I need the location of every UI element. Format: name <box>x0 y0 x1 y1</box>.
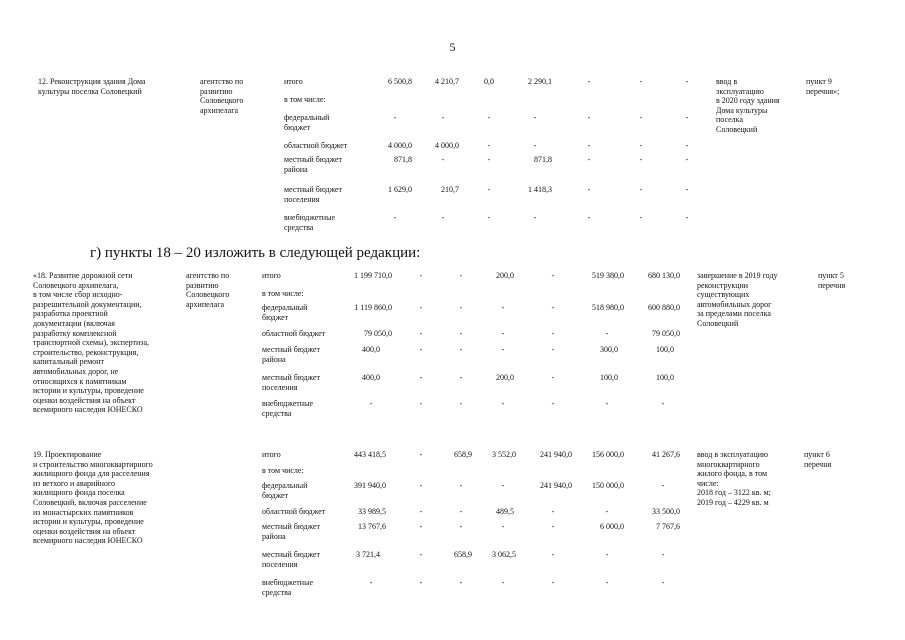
cell-value: - <box>459 329 463 338</box>
cell-value: - <box>487 141 491 150</box>
cell-value: - <box>587 155 591 164</box>
cell-value: 79 050,0 <box>652 329 680 338</box>
cell-value: - <box>419 507 423 516</box>
row-label: местный бюджет района <box>284 155 342 174</box>
row-label: федеральный бюджет <box>262 303 308 322</box>
cell-value: - <box>587 77 591 86</box>
cell-value: 1 199 710,0 <box>354 271 392 280</box>
cell-value: - <box>639 141 643 150</box>
cell-value: - <box>501 399 505 408</box>
cell-value: - <box>533 141 537 150</box>
cell-value: - <box>685 185 689 194</box>
cell-value: - <box>605 399 609 408</box>
cell-value: - <box>587 213 591 222</box>
cell-value: - <box>369 399 373 408</box>
cell-value: - <box>661 399 665 408</box>
cell-value: - <box>501 303 505 312</box>
cell-value: - <box>419 345 423 354</box>
block-1-executor: агентство по развитию Соловецкого архипелага <box>200 77 244 115</box>
row-label: в том числе: <box>262 466 304 475</box>
cell-value: - <box>551 522 555 531</box>
row-label: местный бюджет поселения <box>262 550 320 569</box>
cell-value: - <box>459 345 463 354</box>
cell-value: - <box>551 578 555 587</box>
cell-value: 2 290,1 <box>528 77 552 86</box>
cell-value: 100,0 <box>656 345 674 354</box>
cell-value: - <box>661 550 665 559</box>
cell-value: 400,0 <box>362 373 380 382</box>
cell-value: - <box>605 329 609 338</box>
cell-value: - <box>685 213 689 222</box>
cell-value: 200,0 <box>496 271 514 280</box>
cell-value: - <box>661 578 665 587</box>
cell-value: 3 552,0 <box>492 450 516 459</box>
cell-value: 156 000,0 <box>592 450 624 459</box>
cell-value: - <box>533 113 537 122</box>
cell-value: - <box>487 113 491 122</box>
block-2-executor: агентство по развитию Соловецкого архипелага <box>186 271 230 309</box>
cell-value: - <box>419 578 423 587</box>
row-label: местный бюджет района <box>262 345 320 364</box>
cell-value: - <box>639 77 643 86</box>
cell-value: - <box>501 522 505 531</box>
cell-value: 13 767,6 <box>358 522 386 531</box>
cell-value: - <box>459 303 463 312</box>
row-label: местный бюджет района <box>262 522 320 541</box>
cell-value: - <box>441 213 445 222</box>
cell-value: 210,7 <box>441 185 459 194</box>
page-number: 5 <box>449 40 456 54</box>
cell-value: 33 989,5 <box>358 507 386 516</box>
cell-value: - <box>393 213 397 222</box>
row-label: итого <box>284 77 303 86</box>
cell-value: - <box>551 271 555 280</box>
block-3-result: ввод в эксплуатацию многоквартирного жилого фонда, в том числе: 2018 год – 3122 кв. м; 2019 год – 4229 кв. м <box>697 450 771 507</box>
cell-value: - <box>605 507 609 516</box>
cell-value: - <box>459 271 463 280</box>
cell-value: - <box>639 185 643 194</box>
cell-value: 1 629,0 <box>388 185 412 194</box>
cell-value: 41 267,6 <box>652 450 680 459</box>
block-2-title: «18. Развитие дорожной сети Соловецкого архипелага, в том числе сбор исходно- разрешительной документации, разработка проектной документации (включая разработку комплексной транспортной схемы), экспертиза, строительство, реконструкция, капитальный ремонт автомобильных дорог, не относящихся к памятникам истории и культуры, проведение оценки воздействия на объект всемирного наследия ЮНЕСКО <box>33 271 149 415</box>
cell-value: 3 721,4 <box>356 550 380 559</box>
cell-value: 3 062,5 <box>492 550 516 559</box>
cell-value: 7 767,6 <box>656 522 680 531</box>
cell-value: 391 940,0 <box>354 481 386 490</box>
cell-value: 100,0 <box>600 373 618 382</box>
row-label: в том числе: <box>262 289 304 298</box>
cell-value: 4 000,0 <box>435 141 459 150</box>
block-1-result: ввод в эксплуатацию в 2020 году здания Дома культуры поселка Соловецкий <box>716 77 780 134</box>
cell-value: - <box>551 373 555 382</box>
cell-value: - <box>685 77 689 86</box>
cell-value: - <box>551 399 555 408</box>
cell-value: - <box>419 303 423 312</box>
cell-value: - <box>551 550 555 559</box>
cell-value: - <box>459 507 463 516</box>
cell-value: 100,0 <box>656 373 674 382</box>
cell-value: - <box>419 329 423 338</box>
row-label: в том числе: <box>284 95 326 104</box>
cell-value: - <box>551 303 555 312</box>
cell-value: - <box>369 578 373 587</box>
cell-value: 200,0 <box>496 373 514 382</box>
cell-value: 658,9 <box>454 450 472 459</box>
cell-value: 658,9 <box>454 550 472 559</box>
cell-value: - <box>419 399 423 408</box>
row-label: местный бюджет поселения <box>284 185 342 204</box>
cell-value: - <box>419 522 423 531</box>
cell-value: - <box>533 213 537 222</box>
cell-value: - <box>551 329 555 338</box>
row-label: местный бюджет поселения <box>262 373 320 392</box>
cell-value: - <box>685 155 689 164</box>
cell-value: - <box>501 345 505 354</box>
cell-value: 79 050,0 <box>364 329 392 338</box>
block-1-title: 12. Реконструкция здания Дома культуры поселка Соловецкий <box>38 77 146 96</box>
row-label: внебюджетные средства <box>284 213 335 232</box>
cell-value: 518 980,0 <box>592 303 624 312</box>
row-label: федеральный бюджет <box>262 481 308 500</box>
row-label: областной бюджет <box>284 141 348 150</box>
cell-value: 6 000,0 <box>600 522 624 531</box>
cell-value: - <box>605 578 609 587</box>
cell-value: - <box>639 213 643 222</box>
cell-value: 680 130,0 <box>648 271 680 280</box>
row-label: внебюджетные средства <box>262 578 313 597</box>
cell-value: 1 418,3 <box>528 185 552 194</box>
cell-value: - <box>551 345 555 354</box>
row-label: внебюджетные средства <box>262 399 313 418</box>
block-3-reference: пункт 6 перечня <box>804 450 832 469</box>
cell-value: - <box>419 450 423 459</box>
cell-value: - <box>419 481 423 490</box>
cell-value: - <box>551 507 555 516</box>
cell-value: 33 500,0 <box>652 507 680 516</box>
cell-value: - <box>685 141 689 150</box>
cell-value: 1 119 860,0 <box>354 303 392 312</box>
cell-value: 6 500,8 <box>388 77 412 86</box>
cell-value: - <box>419 373 423 382</box>
cell-value: 871,8 <box>534 155 552 164</box>
block-3-title: 19. Проектирование и строительство многоквартирного жилищного фонда для расселения из ветхого и аварийного жилищного фонда поселка Соловецкий, включая расселение из монастырских памятников истории и культуры, проведение оценки воздействия на объект всемирного наследия ЮНЕСКО <box>33 450 153 546</box>
cell-value: - <box>393 113 397 122</box>
cell-value: - <box>487 213 491 222</box>
cell-value: 519 380,0 <box>592 271 624 280</box>
block-1-reference: пункт 9 перечня»; <box>806 77 840 96</box>
cell-value: - <box>441 155 445 164</box>
cell-value: - <box>419 550 423 559</box>
cell-value: - <box>685 113 689 122</box>
cell-value: 0,0 <box>484 77 494 86</box>
cell-value: 241 940,0 <box>540 481 572 490</box>
cell-value: - <box>487 155 491 164</box>
cell-value: - <box>419 271 423 280</box>
cell-value: - <box>441 113 445 122</box>
cell-value: - <box>459 578 463 587</box>
row-label: итого <box>262 450 281 459</box>
cell-value: - <box>605 550 609 559</box>
cell-value: - <box>501 329 505 338</box>
section-heading: г) пункты 18 – 20 изложить в следующей редакции: <box>90 245 421 261</box>
row-label: итого <box>262 271 281 280</box>
cell-value: - <box>459 481 463 490</box>
cell-value: - <box>459 522 463 531</box>
cell-value: - <box>501 578 505 587</box>
cell-value: 4 210,7 <box>435 77 459 86</box>
cell-value: - <box>639 113 643 122</box>
cell-value: - <box>587 113 591 122</box>
cell-value: 400,0 <box>362 345 380 354</box>
cell-value: - <box>661 481 665 490</box>
cell-value: - <box>587 141 591 150</box>
cell-value: - <box>639 155 643 164</box>
cell-value: 489,5 <box>496 507 514 516</box>
cell-value: 4 000,0 <box>388 141 412 150</box>
cell-value: 300,0 <box>600 345 618 354</box>
cell-value: 871,8 <box>394 155 412 164</box>
row-label: областной бюджет <box>262 507 326 516</box>
cell-value: 241 940,0 <box>540 450 572 459</box>
cell-value: 443 418,5 <box>354 450 386 459</box>
row-label: областной бюджет <box>262 329 326 338</box>
cell-value: - <box>459 373 463 382</box>
block-2-reference: пункт 5 перечня <box>818 271 846 290</box>
cell-value: - <box>587 185 591 194</box>
cell-value: - <box>501 481 505 490</box>
cell-value: - <box>459 399 463 408</box>
row-label: федеральный бюджет <box>284 113 330 132</box>
block-2-result: завершение в 2019 году реконструкции существующих автомобильных дорог за пределами поселка Соловецкий <box>697 271 778 328</box>
cell-value: 150 000,0 <box>592 481 624 490</box>
cell-value: 600 880,0 <box>648 303 680 312</box>
cell-value: - <box>487 185 491 194</box>
